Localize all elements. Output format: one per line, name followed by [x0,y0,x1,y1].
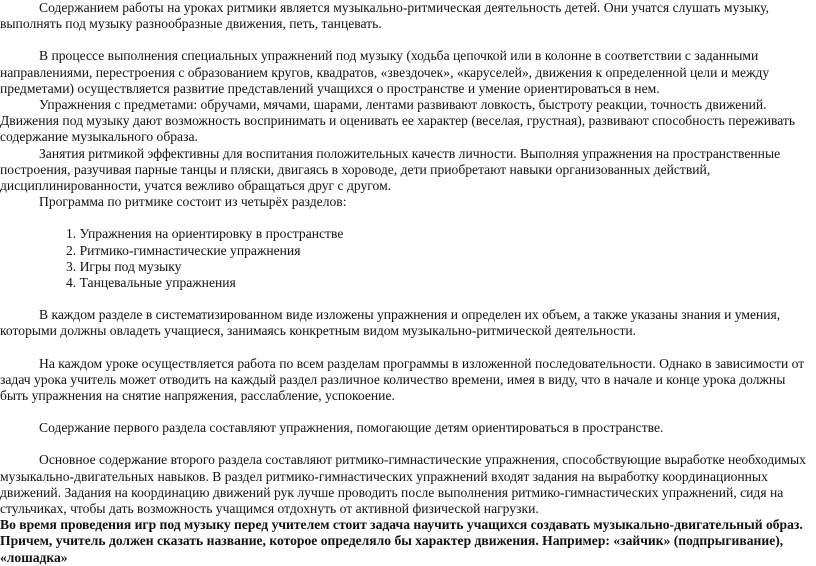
paragraph-spatial-exercises: В процессе выполнения специальных упражнений под музыку (ходьба цепочкой или в колонне в соответствии с заданными направлениями, перестроения с образованием кругов, квадратов, «звездочек», «каруселей», движения к определенной цели и между предметами) осуществляется развитие представлений учащихся о пространстве и умение ориентироваться в нем. [0,48,770,96]
paragraph-object-exercises: Упражнения с предметами: обручами, мячами, шарами, лентами развивают ловкость, быстроту реакции, точность движений. Движения под музыку дают возможность воспринимать и оценивать ее характер (веселая, грустная), развивают способность переживать содержание музыкального образа. [0,97,796,145]
list-item: 3. Игры под музыку [66,258,182,274]
paragraph-each-lesson: На каждом уроке осуществляется работа по всем разделам программы в изложенной последовательности. Однако в зависимости от задач урока учитель может отводить на каждый раздел различное количество времени, имея в виду, что в начале и конце урока должны быть упражнения на снятие напряжения, расслабление, успокоение. [0,355,805,404]
spacer [0,210,816,226]
spacer [0,32,816,48]
list-item: 4. Танцевальные упражнения [66,275,236,291]
spacer [0,340,816,356]
paragraph-first-section: Содержание первого раздела составляют упражнения, помогающие детям ориентироваться в пространстве. [39,420,664,436]
paragraph-program-sections: Программа по ритмике состоит из четырёх разделов: [39,194,347,210]
list-item: 1. Упражнения на ориентировку в пространстве [66,226,344,242]
sections-list [0,226,816,291]
paragraph-intro: Содержанием работы на уроках ритмики является музыкально-ритмическая деятельность детей. Они учатся слушать музыку, выполнять под музыку разнообразные движения, петь, танцевать. [0,0,770,32]
paragraph-second-section: Основное содержание второго раздела составляют ритмико-гимнастические упражнения, способствующие выработке необходимых музыкально-двигательных навыков. В раздел ритмико-гимнастических упражнений входят задания на выработку координационных движений. Задания на координацию движений рук лучше проводить после выполнения ритмико-гимнастических упражнений, сидя на стульчиках, чтобы дать возможность учащимся отдохнуть от активной физической нагрузки. [0,452,806,517]
paragraph-each-section: В каждом разделе в систематизированном виде изложены упражнения и определен их объем, а также указаны знания и умения, которыми должны овладеть учащиеся, занимаясь конкретным видом музыкально-ритмической деятельности. [0,307,781,339]
spacer [0,404,816,420]
spacer [0,291,816,307]
list-item: 2. Ритмико-гимнастические упражнения [66,242,301,258]
paragraph-personal-qualities: Занятия ритмикой эффективны для воспитания положительных качеств личности. Выполняя упражнения на пространственные построения, разучивая парные танцы и пляски, двигаясь в хороводе, дети приобретают навыки организованных действий, дисциплинированности, учатся вежливо обращаться друг с другом. [0,145,781,194]
paragraph-music-games: Во время проведения игр под музыку перед учителем стоит задача научить учащихся создавать музыкально-двигательный образ. Причем, учитель должен сказать название, которое определяло бы характер движения. Например: «зайчик» (подпрыгивание), «лошадка» [0,517,803,565]
spacer [0,436,816,452]
